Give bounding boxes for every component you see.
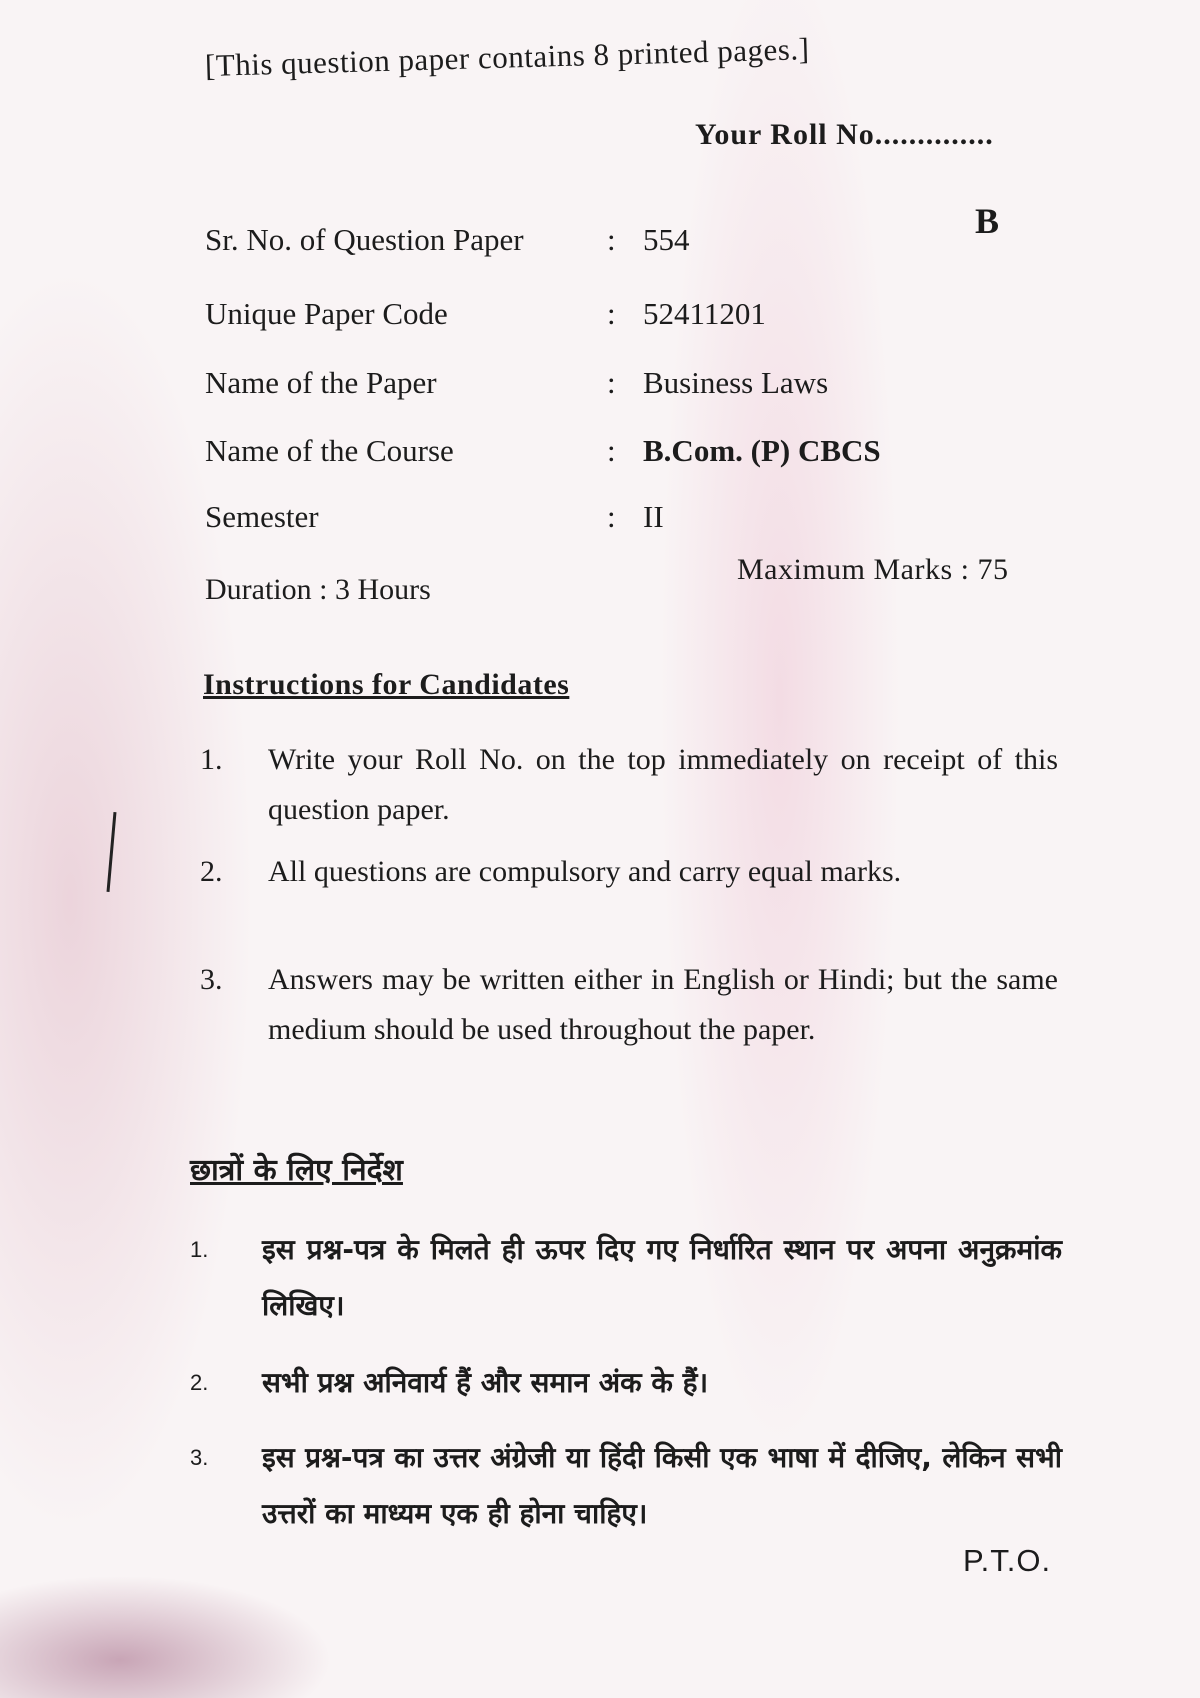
instruction-text: इस प्रश्न-पत्र का उत्तर अंग्रेजी या हिंदी किसी एक भाषा में दीजिए, लेकिन सभी उत्तरों का माध्यम एक ही होना चाहिए। — [262, 1441, 1062, 1530]
detail-value: 554 — [643, 222, 690, 257]
instruction-number: 3. — [190, 1445, 209, 1470]
detail-colon: : — [607, 296, 616, 331]
instruction-number: 2. — [190, 1370, 209, 1395]
instruction-text: सभी प्रश्न अनिवार्य हैं और समान अंक के हैं। — [262, 1366, 709, 1399]
detail-colon: : — [607, 222, 616, 257]
detail-row-paper-name — [0, 365, 1100, 415]
pen-margin-mark — [107, 812, 117, 892]
detail-colon: : — [607, 433, 616, 468]
instruction-text: All questions are compulsory and carry equal marks. — [268, 855, 902, 888]
detail-value: Business Laws — [643, 365, 829, 400]
hindi-instruction-item — [190, 1355, 1070, 1415]
detail-row-serial-number — [0, 222, 1100, 272]
detail-row-semester — [0, 499, 1100, 549]
maximum-marks: Maximum Marks : 75 — [737, 553, 1009, 586]
hindi-instructions-heading: छात्रों के लिए निर्देश — [190, 1153, 403, 1188]
detail-colon: : — [607, 365, 616, 400]
paper-set-letter: B — [975, 201, 1000, 241]
printed-pages-note: [This question paper contains 8 printed pages.] — [204, 31, 810, 83]
detail-value: B.Com. (P) CBCS — [643, 433, 881, 468]
detail-label: Name of the Paper — [205, 365, 437, 400]
detail-label: Sr. No. of Question Paper — [205, 222, 524, 257]
detail-value: 52411201 — [643, 296, 766, 331]
instruction-number: 2. — [200, 855, 223, 888]
instruction-item — [200, 735, 1060, 845]
instruction-text: Write your Roll No. on the top immediately on receipt of this question paper. — [268, 743, 1058, 826]
detail-label: Unique Paper Code — [205, 296, 448, 331]
detail-row-paper-code — [0, 296, 1100, 346]
detail-colon: : — [607, 499, 616, 534]
instruction-text: इस प्रश्न-पत्र के मिलते ही ऊपर दिए गए निर्धारित स्थान पर अपना अनुक्रमांक लिखिए। — [262, 1233, 1062, 1322]
instruction-number: 3. — [200, 963, 223, 996]
please-turn-over: P.T.O. — [963, 1543, 1052, 1578]
instruction-text: Answers may be written either in English or Hindi; but the same medium should be used throughout the paper. — [268, 963, 1058, 1046]
detail-label: Name of the Course — [205, 433, 454, 468]
detail-value: II — [643, 499, 664, 534]
hindi-instruction-item — [190, 1222, 1070, 1342]
instruction-item — [200, 955, 1060, 1115]
instructions-heading: Instructions for Candidates — [203, 668, 570, 701]
detail-row-course-name — [0, 433, 1100, 483]
instruction-number: 1. — [190, 1237, 209, 1262]
instruction-item — [200, 847, 1060, 957]
hindi-instruction-item — [190, 1430, 1070, 1550]
instruction-number: 1. — [200, 743, 223, 776]
duration: Duration : 3 Hours — [205, 573, 431, 606]
detail-label: Semester — [205, 499, 319, 534]
roll-number-field: Your Roll No.............. — [695, 118, 994, 151]
